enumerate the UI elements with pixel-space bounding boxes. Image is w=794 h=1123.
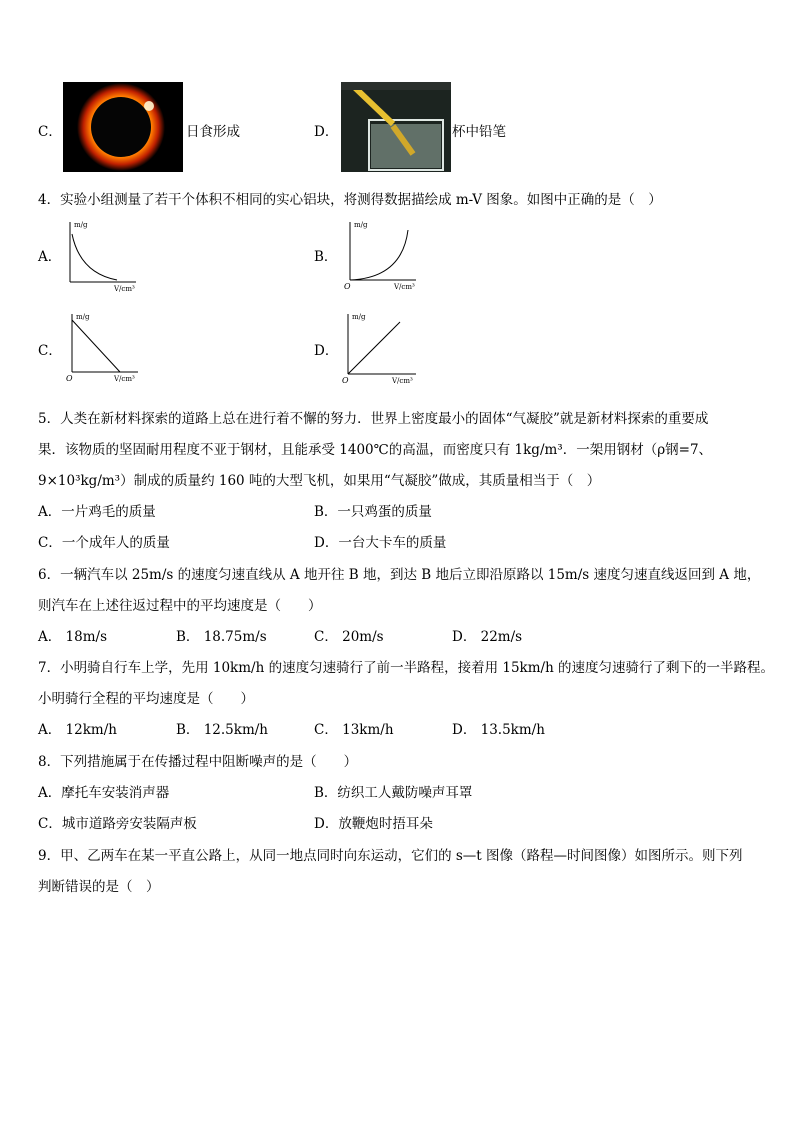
q8-option-b: B．纺织工人戴防噪声耳罩 — [314, 785, 473, 801]
q5-line-2: 果．该物质的坚固耐用程度不亚于钢材，且能承受 1400℃的高温，而密度只有 1kg/m³．一架用钢材（ρ钢=7、 — [38, 442, 713, 458]
q8-stem: 8．下列措施属于在传播过程中阻断噪声的是（ ） — [38, 754, 358, 770]
q6-line-1: 6．一辆汽车以 25m/s 的速度匀速直线从 A 地开往 B 地，到达 B 地后立即沿原路以 15m/s 速度匀速直线返回到 A 地， — [38, 567, 761, 583]
q7-line-2: 小明骑行全程的平均速度是（ ） — [38, 691, 254, 707]
q5-line-1: 5．人类在新材料探索的道路上总在进行着不懈的努力．世界上密度最小的固体“气凝胶”就是新材料探索的重要成 — [38, 411, 709, 427]
q3-option-c-caption: 日食形成 — [186, 124, 240, 140]
q7-line-1: 7．小明骑自行车上学，先用 10km/h 的速度匀速骑行了前一半路程，接着用 15km/h 的速度匀速骑行了剩下的一半路程。 — [38, 660, 775, 676]
q4-d-x-label: V/cm³ — [392, 377, 413, 385]
q3-option-d-label: D． — [314, 124, 339, 140]
q4-option-d-label: D． — [314, 343, 339, 359]
q8-option-a: A．摩托车安装消声器 — [38, 785, 170, 801]
q7-option-c: C． 13km/h — [314, 722, 394, 738]
q8-option-d: D．放鞭炮时捂耳朵 — [314, 816, 433, 832]
q6-option-b: B． 18.75m/s — [176, 629, 267, 645]
q7-option-b: B． 12.5km/h — [176, 722, 268, 738]
q5-option-a: A．一片鸡毛的质量 — [38, 504, 156, 520]
q4-stem: 4．实验小组测量了若干个体积不相同的实心铝块，将测得数据描绘成 m-V 图象。如图中正确的是（ ） — [38, 192, 662, 208]
q4-option-b-label: B． — [314, 249, 338, 265]
q6-option-d: D． 22m/s — [452, 629, 523, 645]
q4-b-origin: O — [344, 282, 351, 291]
q4-a-y-label: m/g — [74, 221, 88, 229]
q4-graph-c — [62, 310, 142, 386]
q9-line-2: 判断错误的是（ ） — [38, 879, 160, 895]
q7-option-a: A． 12km/h — [38, 722, 117, 738]
pencil-in-cup-image — [341, 82, 451, 172]
q4-graph-d — [340, 310, 420, 386]
q4-b-x-label: V/cm³ — [394, 283, 415, 291]
q4-c-x-label: V/cm³ — [114, 375, 135, 383]
q6-line-2: 则汽车在上述往返过程中的平均速度是（ ） — [38, 598, 322, 614]
q4-c-origin: O — [66, 374, 73, 383]
q3-option-c-label: C． — [38, 124, 62, 140]
q4-option-a-label: A． — [38, 249, 62, 265]
q5-option-b: B．一只鸡蛋的质量 — [314, 504, 432, 520]
q5-option-c: C．一个成年人的质量 — [38, 535, 170, 551]
q3-option-d-caption: 杯中铅笔 — [452, 124, 506, 140]
q6-option-c: C． 20m/s — [314, 629, 384, 645]
solar-eclipse-image — [63, 82, 183, 172]
q8-option-c: C．城市道路旁安装隔声板 — [38, 816, 197, 832]
q5-option-d: D．一台大卡车的质量 — [314, 535, 447, 551]
q9-line-1: 9．甲、乙两车在某一平直公路上，从同一地点同时向东运动，它们的 s—t 图像（路程—时间图像）如图所示。则下列 — [38, 848, 743, 864]
q4-graph-a — [62, 218, 142, 294]
q4-b-y-label: m/g — [354, 221, 368, 229]
q4-option-c-label: C． — [38, 343, 62, 359]
q4-d-origin: O — [342, 376, 349, 385]
q4-d-y-label: m/g — [352, 313, 366, 321]
q7-option-d: D． 13.5km/h — [452, 722, 545, 738]
q5-line-3: 9×10³kg/m³）制成的质量约 160 吨的大型飞机，如果用“气凝胶”做成，其质量相当于（ ） — [38, 473, 601, 489]
q4-c-y-label: m/g — [76, 313, 90, 321]
q4-graph-b — [340, 218, 420, 294]
q4-a-x-label: V/cm³ — [114, 285, 135, 293]
q6-option-a: A． 18m/s — [38, 629, 107, 645]
